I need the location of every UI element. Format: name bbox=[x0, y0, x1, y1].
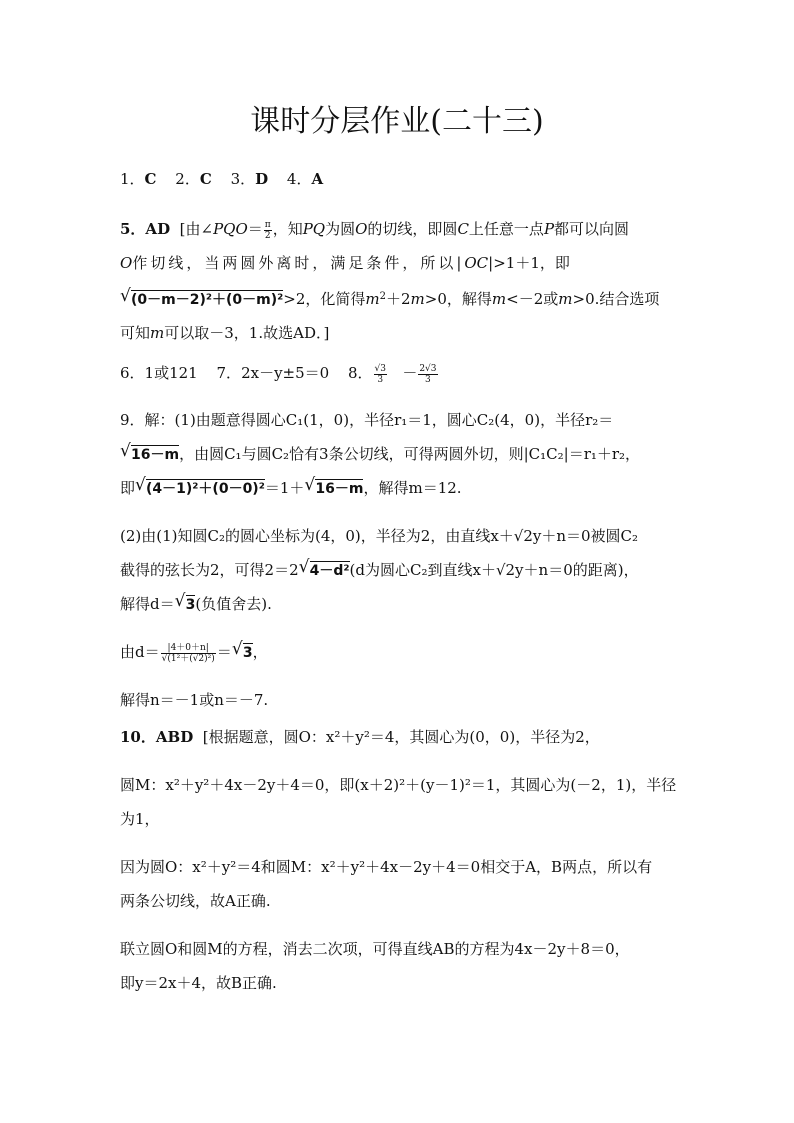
sqrt-expression: √ (0－m－2)²＋(0－m)² bbox=[120, 282, 283, 316]
q3-answer: D bbox=[255, 170, 269, 188]
q4-answer: A bbox=[311, 170, 324, 188]
q10-line-2: 圆M：x²＋y²＋4x－2y＋4＝0，即(x＋2)²＋(y－1)²＝1，其圆心为(－2，1)，半径 bbox=[120, 776, 677, 794]
q7-answer: 2x－y±5＝0 bbox=[241, 364, 330, 382]
q10-line-3: 为1， bbox=[120, 810, 160, 828]
q5-text: [由∠PQO＝ $\frac{\pi}{2}$ ，知PQ为圆O的切线，即圆C上任意一点P都可以向圆 O作切线，当两圆外离时，满足条件，所以|OC|>1＋1，即 √ (0－m－2)²＋(0－m)²>2，化简得$m^2+2m>0$，解得m<－2或m>0.结合选项 可知m可以取－3，1.故选AD．] bbox=[120, 220, 659, 342]
answers-1-4 bbox=[120, 162, 680, 196]
q6-number: 6． bbox=[120, 364, 145, 382]
q10-line-5: 两条公切线，故A正确. bbox=[120, 892, 271, 910]
q5-solution bbox=[120, 212, 680, 350]
q10-label: 10．ABD bbox=[120, 728, 194, 746]
q10-line-1: [根据题意，圆O：x²＋y²＝4，其圆心为(0，0)，半径为2， bbox=[202, 728, 600, 746]
q9-solution bbox=[120, 403, 680, 717]
q1-number: 1． bbox=[120, 170, 145, 188]
q5-label: 5．AD bbox=[120, 220, 171, 238]
q6-answer: 1或121 bbox=[144, 364, 198, 382]
q3-number: 3． bbox=[230, 170, 256, 188]
q8-number: 8． bbox=[347, 364, 373, 382]
q2-answer: C bbox=[199, 170, 212, 188]
q10-line-7: 即y＝2x＋4，故B正确. bbox=[120, 974, 277, 992]
q4-number: 4． bbox=[286, 170, 312, 188]
page-title: 课时分层作业(二十三) bbox=[250, 104, 544, 139]
q9-part2: (2)由(1)知圆C₂的圆心坐标为(4，0)，半径为2，由直线x＋√2y＋n＝0被圆C₂ 截得的弦长为2，可得2＝2√ 4－d²(d为圆心C₂到直线x＋√2y＋n＝0的距离)， 解得d＝√ 3(负值舍去). bbox=[120, 519, 680, 621]
pi-over-2-fraction: $\frac{\pi}{2}$ bbox=[264, 219, 271, 241]
q9-line: 9．解：(1)由题意得圆心C₁(1，0)，半径r₁＝1，圆心C₂(4，0)，半径r₂＝ √ 16－m，由圆C₁与圆C₂恰有3条公切线，可得两圆外切，则|C₁C₂|＝r₁＋r₂， 即√ (4－1)²＋(0－0)²＝1＋√ 16－m，解得m＝12. bbox=[120, 403, 680, 505]
q8-answer-2: $\frac{2√3}{3}$ bbox=[419, 363, 437, 385]
answers-6-8: 6．1或121 7．2x－y±5＝0 8． $\frac{√3}{3}$ － $\frac{2√3}{3}$ bbox=[120, 363, 437, 385]
q10-solution bbox=[120, 720, 680, 1000]
q10-line-6: 联立圆O和圆M的方程，消去二次项，可得直线AB的方程为4x－2y＋8＝0， bbox=[120, 940, 630, 958]
q9-result: 解得n＝－1或n＝－7. bbox=[120, 691, 269, 709]
q10-line-4: 因为圆O：x²＋y²＝4和圆M：x²＋y²＋4x－2y＋4＝0相交于A，B两点，所以有 bbox=[120, 858, 653, 876]
q9-distance-formula: 由d＝ $\frac{|4+0+n|}{\text{√(1²＋(√2)²)}}$ ＝√ 3， bbox=[120, 635, 680, 669]
q8-answer-1: $\frac{√3}{3}$ bbox=[374, 363, 386, 385]
q1-answer: C bbox=[144, 170, 157, 188]
q2-number: 2． bbox=[175, 170, 200, 188]
q7-number: 7． bbox=[216, 364, 242, 382]
